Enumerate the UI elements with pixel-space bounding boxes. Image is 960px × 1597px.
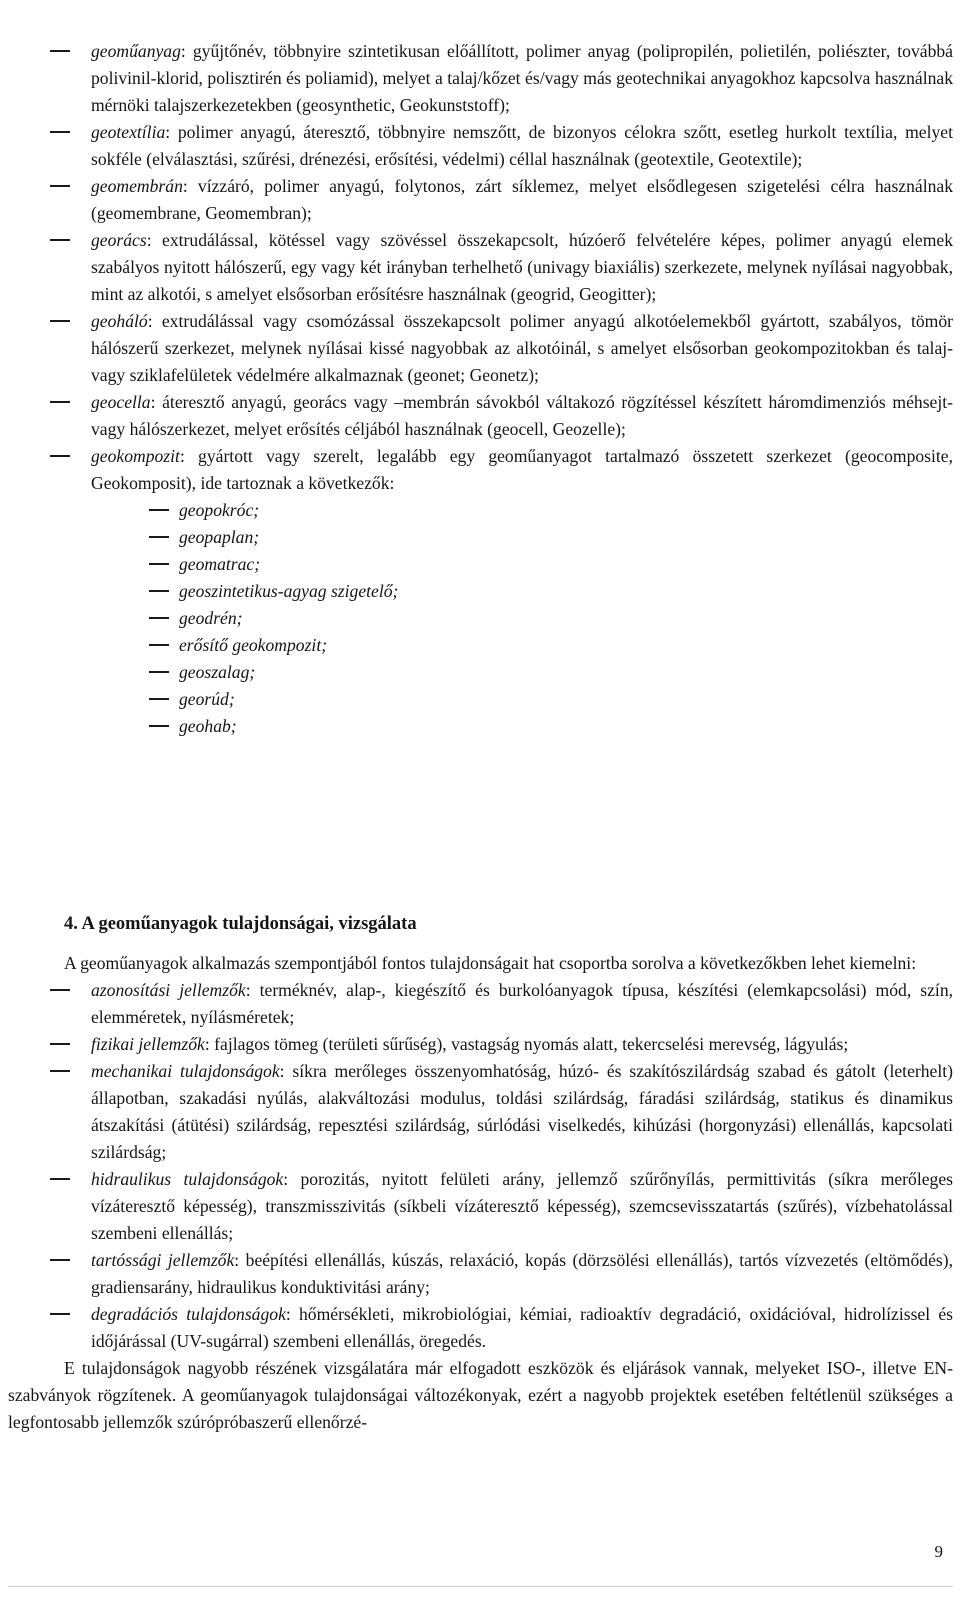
definition-term: geokompozit: [91, 446, 180, 466]
definition-term: geotextília: [91, 122, 166, 142]
definition-text: : polimer anyagú, áteresztő, többnyire nemszőtt, de bizonyos célokra szőtt, esetleg hurkolt textília, melyet sokféle (elválasztási, szűrési, drénezési, erősítési, védelmi) céllal használnak (geotextile, Geotextile);: [91, 122, 953, 169]
closing-paragraph: E tulajdonságok nagyobb részének vizsgálatára már elfogadott eszközök és eljárások vannak, melyeket ISO-, illetve EN-szabványok rögzítenek. A geoműanyagok tulajdonságai változékonyak, ezért a nagyobb projektek esetében feltétlenül szükséges a legfontosabb jellemzők szúrópróbaszerű ellenőrzé-: [8, 1358, 953, 1432]
dash-bullet: [149, 563, 169, 565]
sub-list-item: [8, 551, 953, 578]
dash-bullet: [50, 239, 70, 241]
dash-bullet: [50, 1043, 70, 1045]
dash-bullet: [50, 50, 70, 52]
dash-bullet: [149, 509, 169, 511]
definition-item: [8, 389, 953, 443]
sub-item-text: geomatrac;: [179, 554, 261, 574]
sub-list-item: [8, 659, 953, 686]
dash-bullet: [149, 698, 169, 700]
dash-bullet: [149, 536, 169, 538]
page-number: 9: [934, 1542, 943, 1561]
sub-item-text: geopaplan;: [179, 527, 260, 547]
dash-bullet: [50, 185, 70, 187]
property-item: [8, 1166, 953, 1247]
property-term: hidraulikus tulajdonságok: [91, 1169, 284, 1189]
definition-text: : extrudálással, kötéssel vagy szövéssel összekapcsolt, húzóerő felvételére képes, polimer anyagú elemek szabályos nyitott hálószerű, egy vagy két irányban terhelhető (univagy biaxiális) szerkezete, melynek nyílásai nagyobbak, mint az alkotói, s amelyet elsősorban erősítésre használnak (geogrid, Geogitter);: [91, 230, 953, 304]
property-item: [8, 1301, 953, 1355]
sub-list-item: [8, 524, 953, 551]
dash-bullet: [50, 1259, 70, 1261]
property-item: [8, 1247, 953, 1301]
property-text: : síkra merőleges összenyomhatóság, húzó- és szakítószilárdság szabad és gátolt (leterhelt) állapotban, szakadási nyúlás, alakváltozási modulus, toldási szilárdság, fáradási szilárdság, statikus és dinamikus átszakítási (átütési) szilárdság, repesztési szilárdság, súrlódási viselkedés, kihúzási (horgonyzási) ellenállás, kapcsolati szilárdság;: [91, 1061, 953, 1162]
definition-item: [8, 119, 953, 173]
dash-bullet: [50, 1313, 70, 1315]
definition-text: : extrudálással vagy csomózással összekapcsolt polimer anyagú alkotóelemekből gyártott, szabályos, tömör hálószerű szerkezet, melynek nyílásai kissé nagyobbak az alkotóinál, s amelyet elsősorban geokompozitokban és talaj- vagy sziklafelületek védelmére alkalmaznak (geonet; Geonetz);: [91, 311, 953, 385]
property-term: mechanikai tulajdonságok: [91, 1061, 280, 1081]
sub-item-text: geoszalag;: [179, 662, 256, 682]
property-text: : fajlagos tömeg (területi sűrűség), vastagság nyomás alatt, tekercselési merevség, lágyulás;: [204, 1034, 849, 1054]
dash-bullet: [149, 617, 169, 619]
definition-term: geomembrán: [91, 176, 183, 196]
sub-item-text: geodrén;: [179, 608, 243, 628]
dash-bullet: [149, 644, 169, 646]
dash-bullet: [50, 989, 70, 991]
definition-text: : gyűjtőnév, többnyire szintetikusan előállított, polimer anyag (polipropilén, polietilén, poliészter, továbbá polivinil-klorid, polisztirén és poliamid), melyet a talaj/kőzet és/vagy más geotechnikai anyagokhoz kapcsolva használnak mérnöki talajszerkezetekben (geosynthetic, Geokunststoff);: [91, 41, 953, 115]
dash-bullet: [50, 320, 70, 322]
definition-item: [8, 227, 953, 308]
sub-list-item: [8, 578, 953, 605]
definition-item: [8, 173, 953, 227]
property-item: [8, 1058, 953, 1166]
geocomposite-sublist: [8, 497, 953, 740]
sub-item-text: geoszintetikus-agyag szigetelő;: [179, 581, 399, 601]
definition-list: [8, 38, 953, 740]
definition-term: georács: [91, 230, 147, 250]
property-item: [8, 1031, 953, 1058]
sub-item-text: georúd;: [179, 689, 235, 709]
property-text: : terméknév, alap-, kiegészítő és burkolóanyagok típusa, készítési (elemkapcsolási) mód, szín, elemméretek, nyílásméretek;: [91, 980, 954, 1027]
definition-text: : vízzáró, polimer anyagú, folytonos, zárt síklemez, melyet elsődlegesen szigetelési célra használnak (geomembrane, Geomembran);: [91, 176, 953, 223]
sub-item-text: geohab;: [179, 716, 237, 736]
dash-bullet: [149, 671, 169, 673]
sub-list-item: [8, 605, 953, 632]
footer-rule: [8, 1586, 953, 1587]
sub-list-item: [8, 497, 953, 524]
sub-list-item: [8, 632, 953, 659]
dash-bullet: [149, 725, 169, 727]
property-text: : porozitás, nyitott felületi arány, jellemző szűrőnyílás, permittivitás (síkra merőleges vízáteresztő képesség), transzmisszivitás (síkbeli vízáteresztő képesség), szemcsevisszatartás (szűrés), vízbehatolással szembeni ellenállás;: [91, 1169, 953, 1243]
dash-bullet: [50, 131, 70, 133]
definition-term: geocella: [91, 392, 151, 412]
property-item: [8, 977, 953, 1031]
section-heading: 4. A geoműanyagok tulajdonságai, vizsgálata: [64, 914, 417, 934]
definition-term: geoműanyag: [91, 41, 181, 61]
sub-item-text: geopokróc;: [179, 500, 260, 520]
property-term: azonosítási jellemzők: [91, 980, 246, 1000]
definition-term: geoháló: [91, 311, 148, 331]
sub-list-item: [8, 713, 953, 740]
property-term: fizikai jellemzők: [91, 1034, 205, 1054]
sub-item-text: erősítő geokompozit;: [179, 635, 328, 655]
property-text: : hőmérsékleti, mikrobiológiai, kémiai, radioaktív degradáció, oxidációval, hidrolízissel és időjárással (UV-sugárral) szembeni ellenállás, öregedés.: [91, 1304, 953, 1351]
dash-bullet: [50, 401, 70, 403]
dash-bullet: [149, 590, 169, 592]
dash-bullet: [50, 1070, 70, 1072]
sub-list-item: [8, 686, 953, 713]
dash-bullet: [50, 1178, 70, 1180]
definition-item: [8, 308, 953, 389]
definition-item: [8, 443, 953, 497]
section-intro: A geoműanyagok alkalmazás szempontjából fontos tulajdonságait hat csoportba sorolva a következőkben lehet kiemelni:: [64, 953, 917, 973]
dash-bullet: [50, 455, 70, 457]
property-text: : beépítési ellenállás, kúszás, relaxáció, kopás (dörzsölési ellenállás), tartós vízvezetés (eltömődés), gradiensarány, hidraulikus konduktivitási arány;: [91, 1250, 953, 1297]
definition-text: : áteresztő anyagú, georács vagy –membrán sávokból váltakozó rögzítéssel készített háromdimenziós méhsejt- vagy hálószerkezet, melyet erősítés céljából használnak (geocell, Geozelle);: [91, 392, 953, 439]
definition-item: [8, 38, 953, 119]
property-term: degradációs tulajdonságok: [91, 1304, 286, 1324]
section-body: [8, 950, 953, 1436]
definition-text: : gyártott vagy szerelt, legalább egy geoműanyagot tartalmazó összetett szerkezet (geocomposite, Geokomposit), ide tartoznak a következők:: [91, 446, 953, 493]
property-term: tartóssági jellemzők: [91, 1250, 235, 1270]
